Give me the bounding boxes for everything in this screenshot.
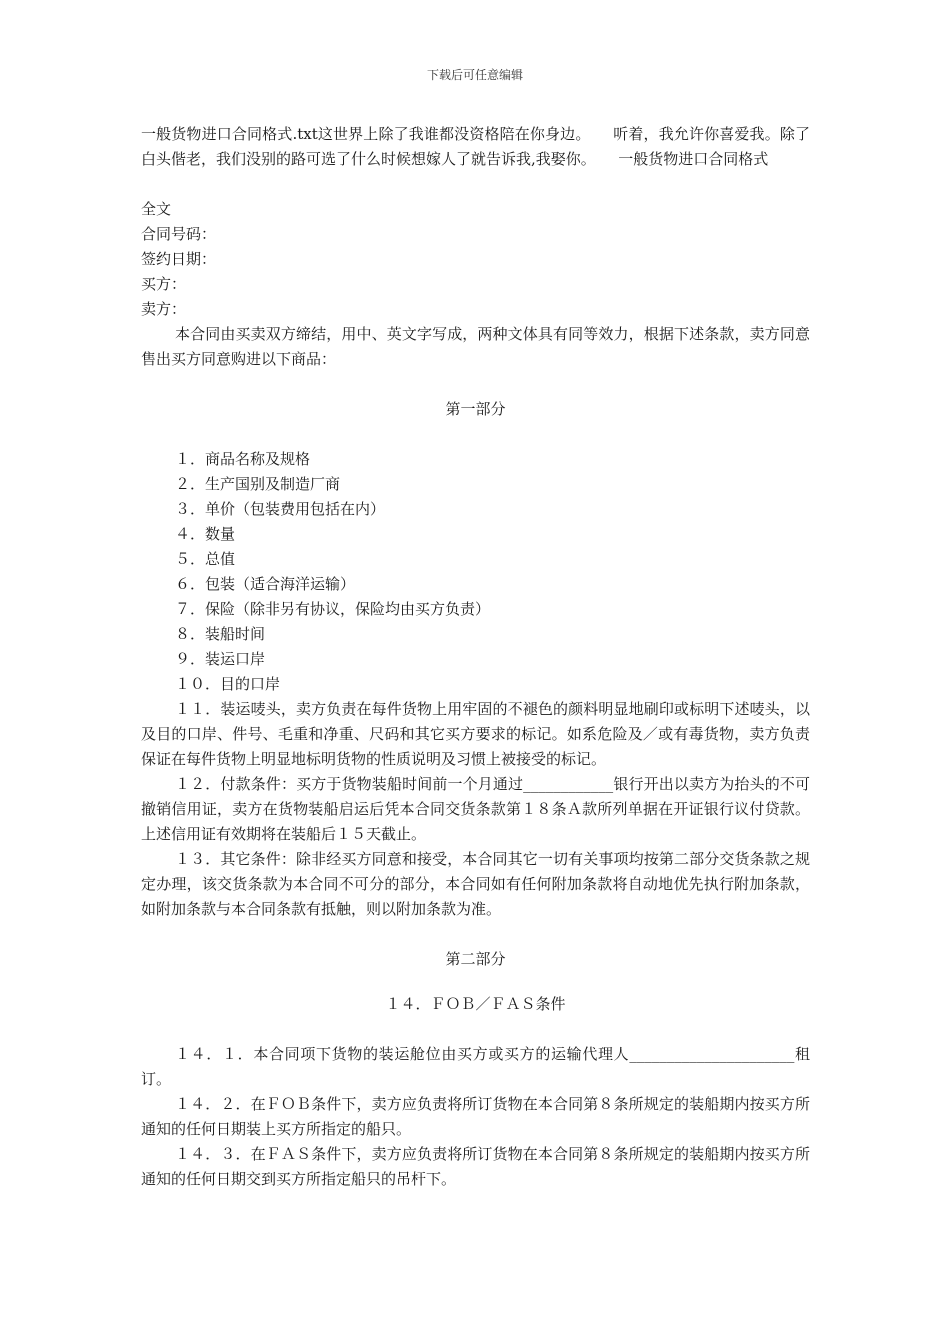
list-item: ６．包装（适合海洋运输） xyxy=(175,575,356,593)
list-item: ７．保险（除非另有协议，保险均由买方负责） xyxy=(175,600,491,618)
list-item: ５．总值 xyxy=(175,550,236,568)
spacer xyxy=(141,372,810,397)
clause-14-3: １４．３．在ＦＡＳ条件下，卖方应负责将所订货物在本合同第８条所规定的装船期内按买方所通知的任何日期交到买方所指定船只的吊杆下。 xyxy=(141,1145,810,1188)
list-item: ４．数量 xyxy=(175,525,236,543)
clause-13: １３．其它条件：除非经买方同意和接受，本合同其它一切有关事项均按第二部分交货条款之规定办理，该交货条款为本合同不可分的部分，本合同如有任何附加条款将自动地优先执行附加条款，如附加条款与本合同条款有抵触，则以附加条款为准。 xyxy=(141,850,810,918)
field-fulltext: 全文 xyxy=(141,200,172,218)
part1-title: 第一部分 xyxy=(445,400,506,418)
part2-subtitle: １４．ＦＯＢ／ＦＡＳ条件 xyxy=(385,995,566,1013)
clause-12: １２．付款条件：买方于货物装船时间前一个月通过____________银行开出以卖方为抬头的不可撤销信用证，卖方在货物装船启运后凭本合同交货条款第１８条Ａ款所列单据在开证银行议付贷款。上述信用证有效期将在装船后１５天截止。 xyxy=(141,775,810,843)
preamble-paragraph: 本合同由买卖双方缔结，用中、英文字写成，两种文体具有同等效力，根据下述条款，卖方同意售出买方同意购进以下商品： xyxy=(141,325,810,368)
field-sign-date: 签约日期： xyxy=(141,250,217,268)
page-header: 下载后可任意编辑 xyxy=(426,68,523,82)
list-item: １０．目的口岸 xyxy=(175,675,281,693)
spacer xyxy=(141,922,810,947)
spacer xyxy=(141,422,810,447)
spacer xyxy=(141,172,810,197)
list-item: ３．单价（包装费用包括在内） xyxy=(175,500,386,518)
clause-14-1: １４．１．本合同项下货物的装运舱位由买方或买方的运输代理人______________________租订。 xyxy=(141,1045,810,1088)
clause-11: １１．装运唛头，卖方负责在每件货物上用牢固的不褪色的颜料明显地刷印或标明下述唛头，以及目的口岸、件号、毛重和净重、尺码和其它买方要求的标记。如系危险及／或有毒货物，卖方负责保证在每件货物上明显地标明货物的性质说明及习惯上被接受的标记。 xyxy=(141,700,810,768)
list-item: ８．装船时间 xyxy=(175,625,266,643)
clause-14-2: １４．２．在ＦＯＢ条件下，卖方应负责将所订货物在本合同第８条所规定的装船期内按买方所通知的任何日期装上买方所指定的船只。 xyxy=(141,1095,810,1138)
document-body xyxy=(141,122,810,1192)
part2-title: 第二部分 xyxy=(445,950,506,968)
list-item: ９．装运口岸 xyxy=(175,650,266,668)
field-buyer: 买方： xyxy=(141,275,187,293)
field-contract-number: 合同号码： xyxy=(141,225,217,243)
spacer xyxy=(141,1017,810,1042)
list-item: １．商品名称及规格 xyxy=(175,450,311,468)
spacer xyxy=(141,972,810,992)
list-item: ２．生产国别及制造厂商 xyxy=(175,475,341,493)
intro-paragraph: 一般货物进口合同格式.txt这世界上除了我谁都没资格陪在你身边。 听着，我允许你喜爱我。除了白头偕老，我们没别的路可选了什么时候想嫁人了就告诉我,我娶你。 一般货物进口合同格式 xyxy=(141,125,810,168)
field-seller: 卖方： xyxy=(141,300,187,318)
